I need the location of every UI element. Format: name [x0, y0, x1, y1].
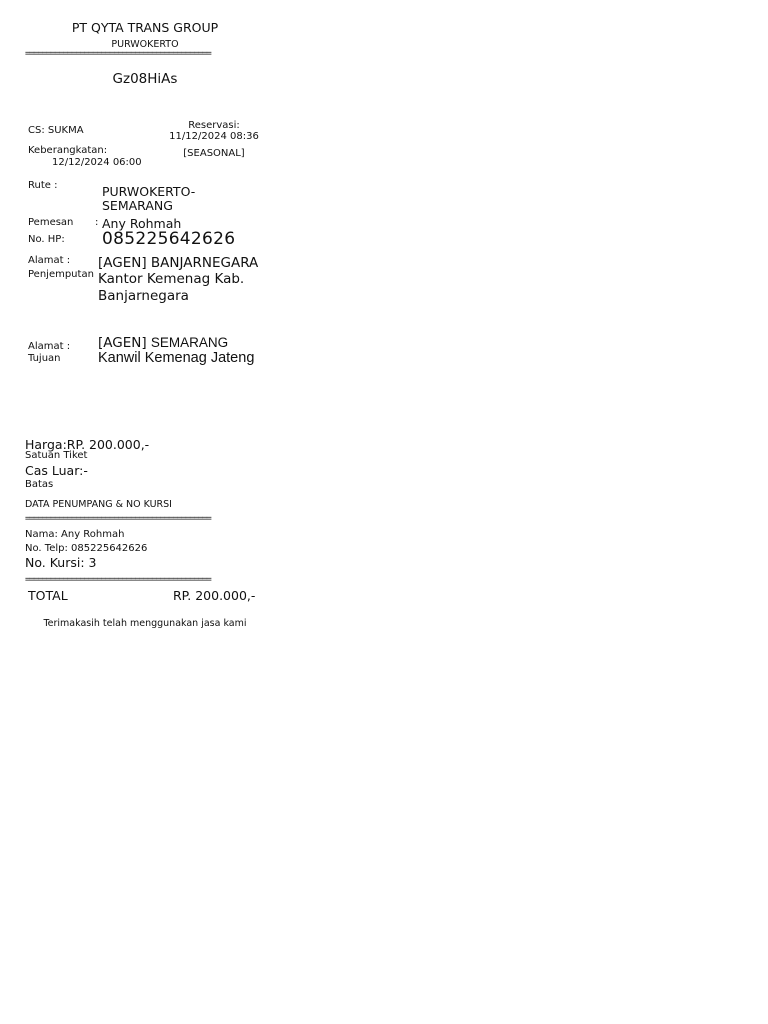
total-label: TOTAL: [28, 588, 68, 603]
cas-value: -: [83, 463, 88, 478]
passenger-title: DATA PENUMPANG & NO KURSI: [25, 499, 172, 510]
pickup-line-3: Banjarnegara: [98, 288, 189, 304]
hp-number: 085225642626: [102, 229, 236, 249]
separator-passenger: ============================================: [25, 515, 211, 524]
passenger-name: Nama: Any Rohmah: [25, 529, 125, 540]
pemesan-name: Any Rohmah: [102, 216, 182, 231]
passenger-phone: No. Telp: 085225642626: [25, 543, 148, 554]
batas-label: Batas: [25, 479, 54, 490]
pickup-line-1: [AGEN] BANJARNEGARA: [98, 255, 259, 271]
destination-city: SEMARANG: [150, 335, 229, 350]
pemesan-label: Pemesan: [28, 217, 74, 228]
total-value: RP. 200.000,-: [173, 588, 256, 603]
hp-label: No. HP:: [28, 234, 65, 245]
harga-label: Harga:: [25, 437, 67, 452]
passenger-seat: No. Kursi: 3: [25, 555, 97, 570]
company-name: PT QYTA TRANS GROUP: [71, 20, 219, 35]
route-line-2: SEMARANG: [102, 198, 173, 213]
thank-you-note: Terimakasih telah menggunakan jasa kami: [43, 618, 247, 629]
destination-agent: [98, 335, 228, 351]
harga-value: RP. 200.000,-: [66, 437, 150, 452]
company-city: PURWOKERTO: [111, 39, 179, 50]
keberangkatan-label: Keberangkatan:: [28, 145, 108, 156]
pickup-line-2: Kantor Kemenag Kab.: [98, 271, 245, 287]
cas-row: [25, 463, 88, 478]
satuan-tiket: Satuan Tiket: [25, 450, 88, 461]
pickup-label-2: Penjemputan: [28, 269, 94, 280]
destination-agent-tag: [AGEN]: [98, 335, 147, 351]
cas-label: Cas Luar:: [25, 463, 84, 478]
cs-name: CS: SUKMA: [28, 125, 84, 136]
separator-top: ============================================: [25, 50, 211, 59]
reservasi-label: Reservasi:: [188, 120, 240, 131]
route-line-1: PURWOKERTO-: [102, 184, 196, 199]
destination-label-1: Alamat :: [28, 341, 71, 352]
keberangkatan-value: 12/12/2024 06:00: [52, 157, 142, 168]
destination-address: Kanwil Kemenag Jateng: [98, 350, 255, 366]
season-badge: [SEASONAL]: [183, 148, 245, 159]
pemesan-separator: :: [95, 217, 99, 228]
booking-code: Gz08HiAs: [112, 71, 178, 87]
pickup-label-1: Alamat :: [28, 255, 71, 266]
separator-total: ============================================: [25, 576, 211, 585]
destination-label-2: Tujuan: [28, 353, 61, 364]
reservasi-value: 11/12/2024 08:36: [169, 131, 259, 142]
route-label: Rute :: [28, 180, 58, 191]
